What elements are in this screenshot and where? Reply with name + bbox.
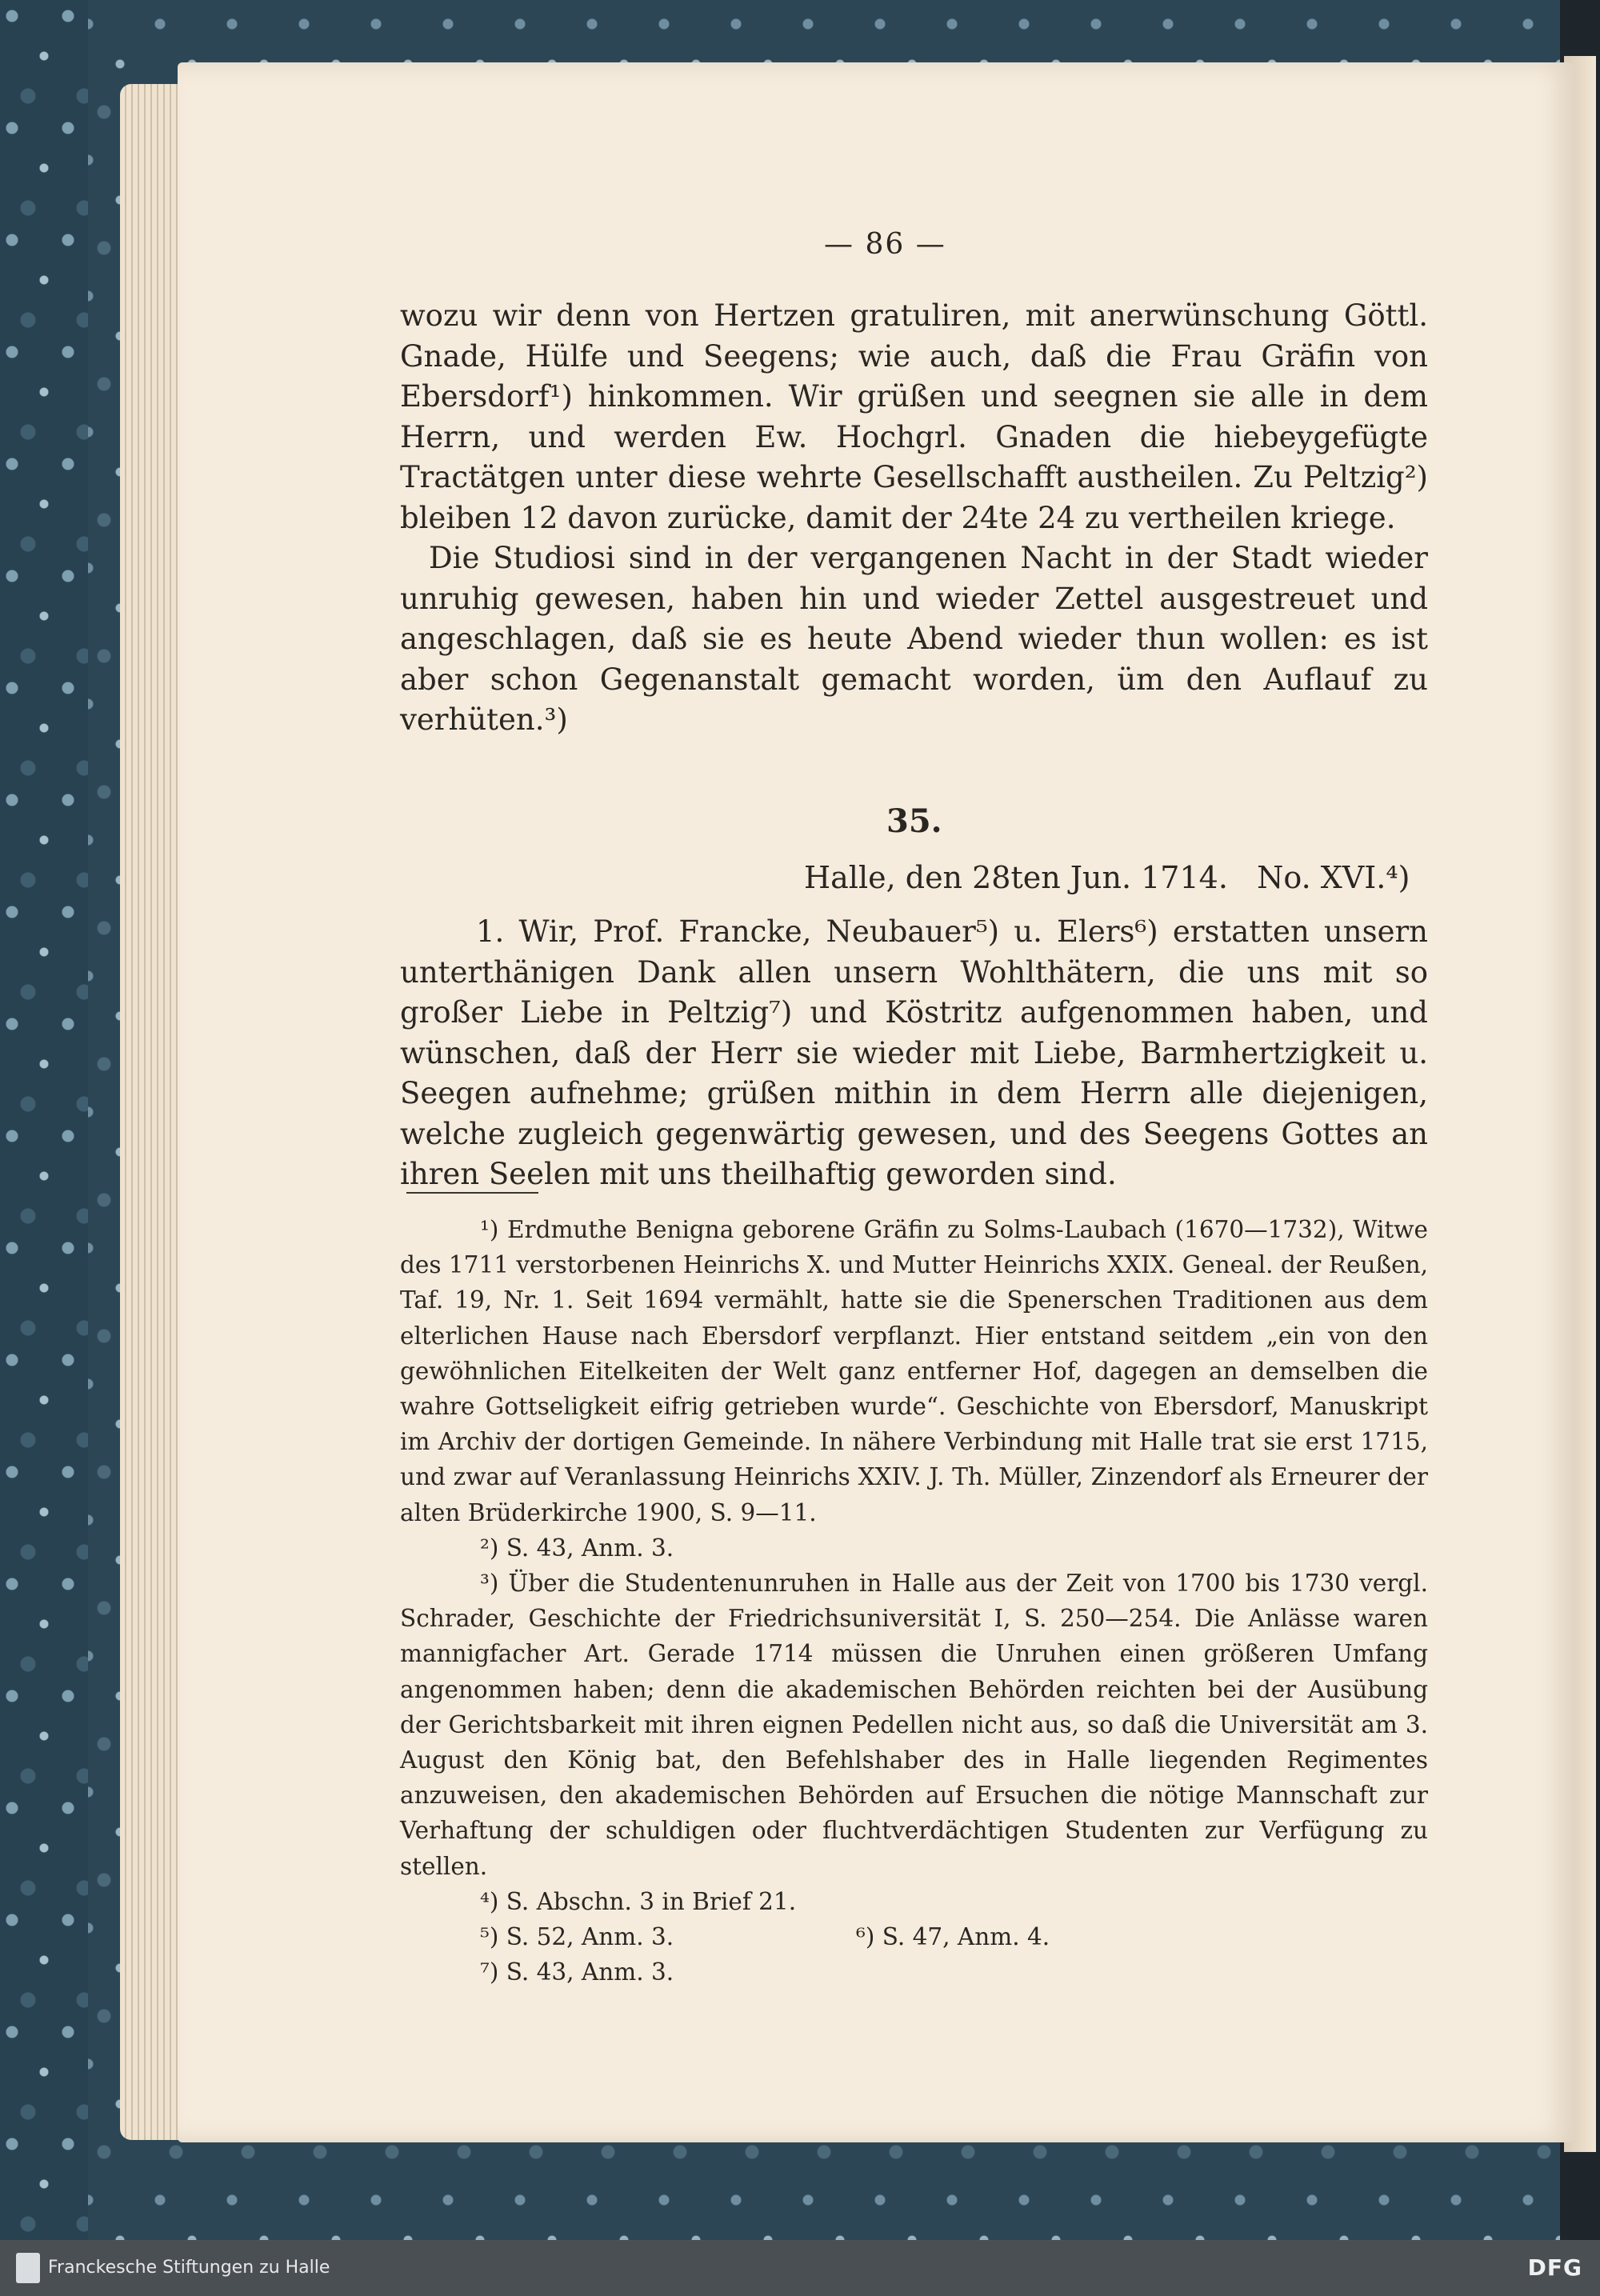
footnote-5: ⁵) S. 52, Anm. 3. [480, 1923, 674, 1951]
marbled-cover-left [0, 0, 88, 2240]
body-paragraph: wozu wir denn von Hertzen gratuliren, mit anerwünschung Göttl. Gnade, Hülfe und Seegens; wie auch, daß die Frau Gräfin von Ebersdorf¹) hinkommen. Wir grüßen und seegnen sie alle in dem Herrn, und werden Ew. Hochgrl. Gnaden die hiebeygefügte Tractätgen unter diese wehrte Gesellschafft austheilen. Zu Peltzig²) bleiben 12 davon zurücke, damit der 24te 24 zu vertheilen kriege. [400, 298, 1428, 535]
footer-institution-label[interactable]: Franckesche Stiftungen zu Halle [48, 2258, 330, 2278]
viewer-footer [0, 2240, 1600, 2296]
letter-dateline: Halle, den 28ten Jun. 1714. No. XVI.⁴) [804, 860, 1410, 895]
footnotes [400, 1212, 1428, 1990]
footnote-row-5-6 [400, 1919, 1428, 1954]
franckesche-stiftungen-logo-icon [16, 2253, 40, 2283]
footnote-1: ¹) Erdmuthe Benigna geborene Gräfin zu Solms-Laubach (1670—1732), Witwe des 1711 verstorbenen Heinrichs X. und Mutter Heinrichs XXIX. Geneal. der Reußen, Taf. 19, Nr. 1. Seit 1694 vermählt, hatte sie die Spenerschen Traditionen aus dem elterlichen Hause nach Ebersdorf verpflanzt. Hier entstand seitdem „ein von den gewöhnlichen Eitelkeiten der Welt ganz entferner Hof, dagegen an demselben die wahre Gottseligkeit eifrig getrieben wurde“. Geschichte von Ebersdorf, Manuskript im Archiv der dortigen Gemeinde. In nähere Verbindung mit Halle trat sie erst 1715, und zwar auf Veranlassung Heinrichs XXIV. J. Th. Müller, Zinzendorf als Erneurer der alten Brüderkirche 1900, S. 9—11. [400, 1216, 1428, 1526]
footnote-7: ⁷) S. 43, Anm. 3. [480, 1958, 674, 1986]
letter-paragraph: 1. Wir, Prof. Francke, Neubauer⁵) u. Elers⁶) erstatten unsern unterthänigen Dank allen unsern Wohlthätern, die uns mit so großer Liebe in Peltzig⁷) und Köstritz aufgenommen haben, und wünschen, daß der Herr sie wieder mit Liebe, Barmhertzigkeit u. Seegen aufnehme; grüßen mithin in dem Herrn alle diejenigen, welche zugleich gegenwärtig gewesen, und des Seegens Gottes an ihren Seelen mit uns theilhaftig geworden sind. [400, 914, 1428, 1191]
footnote-6: ⁶) S. 47, Anm. 4. [856, 1923, 1050, 1951]
page-number: — 86 — [824, 228, 946, 261]
letter-text [400, 912, 1428, 1195]
section-number: 35. [886, 802, 942, 840]
footnote-2: ²) S. 43, Anm. 3. [480, 1534, 674, 1562]
body-paragraph: Die Studiosi sind in der vergangenen Nacht in der Stadt wieder unruhig gewesen, haben hin und wieder Zettel ausgestreuet und angeschlagen, daß sie es heute Abend wieder thun wollen: es ist aber schon Gegenanstalt gemacht worden, üm den Auflauf zu verhüten.³) [400, 541, 1428, 737]
body-text [400, 296, 1428, 741]
footnote-rule [406, 1192, 538, 1194]
footnote-3: ³) Über die Studentenunruhen in Halle aus der Zeit von 1700 bis 1730 vergl. Schrader, Geschichte der Friedrichsuniversität I, S. 250—254. Die Anlässe waren mannigfacher Art. Gerade 1714 müssen die Unruhen einen größeren Umfang angenommen haben; denn die akademischen Behörden reichten bei der Ausübung der Gerichtsbarkeit mit ihren eignen Pedellen nicht aus, so daß die Universität am 3. August den König bat, den Befehlshaber des in Halle liegenden Regimentes anzuweisen, den akademischen Behörden auf Ersuchen die nötige Mannschaft zur Verhaftung der schuldigen oder fluchtverdächtigen Studenten zur Verfügung zu stellen. [400, 1570, 1428, 1880]
dfg-logo[interactable]: DFG [1527, 2254, 1582, 2281]
footnote-4: ⁴) S. Abschn. 3 in Brief 21. [480, 1887, 797, 1915]
